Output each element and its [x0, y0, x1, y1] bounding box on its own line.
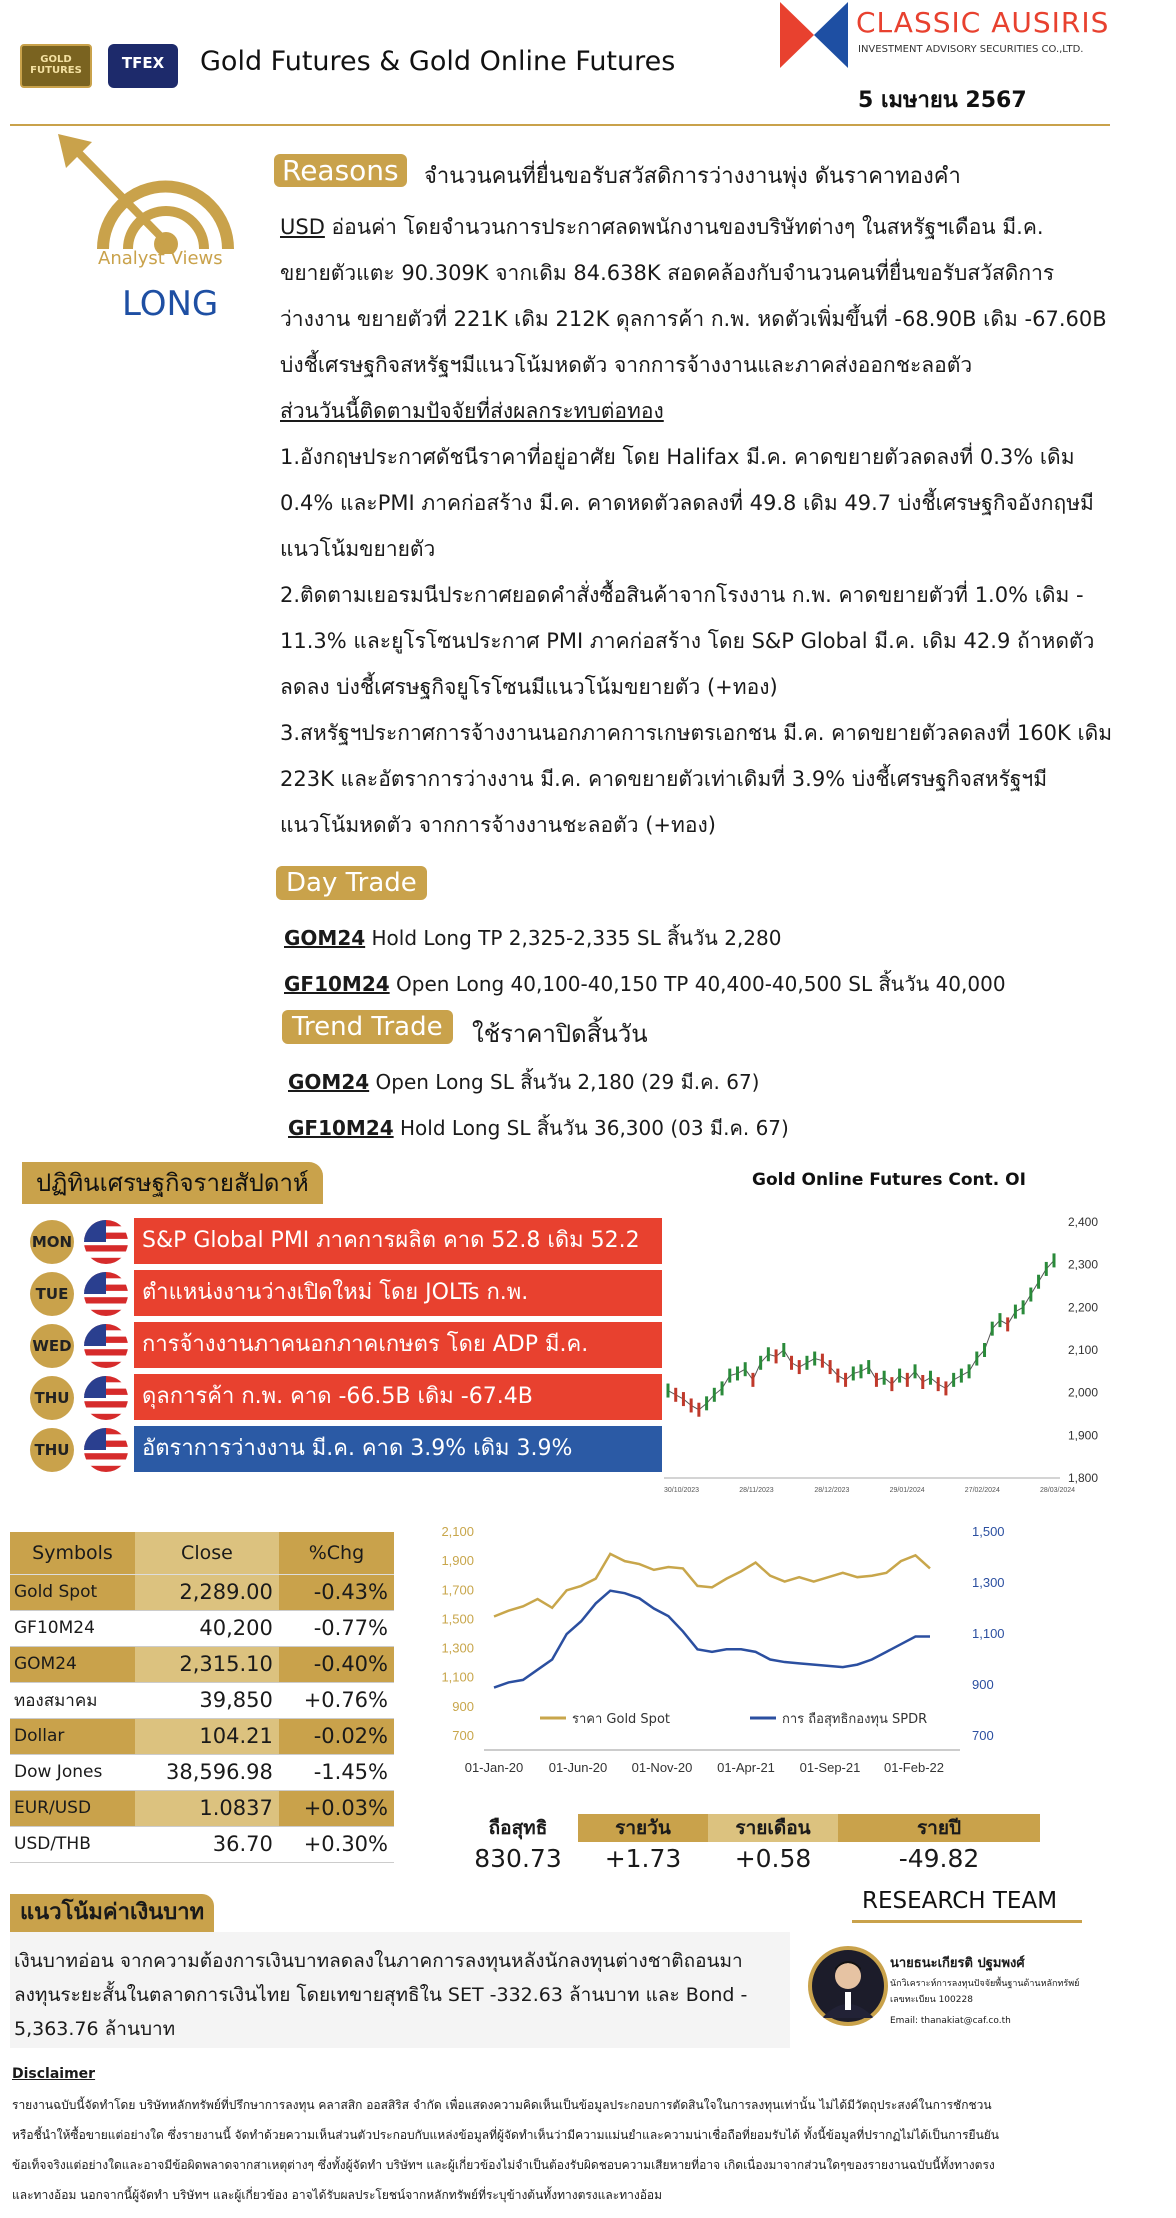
holdings-values	[458, 1844, 1040, 1880]
quote-symbol: Gold Spot	[10, 1574, 135, 1610]
quote-close: 39,850	[135, 1682, 279, 1718]
quote-change: +0.76%	[279, 1682, 394, 1718]
quote-row	[10, 1610, 394, 1646]
calendar-day-badge: WED	[30, 1324, 74, 1368]
oi-candle	[744, 1362, 747, 1376]
reasons-line-14: แนวโน้มหดตัว จากการจ้างงานชะลอตัว (+ทอง)	[280, 813, 716, 837]
oi-candle	[782, 1343, 785, 1357]
usd-label: USD	[280, 215, 325, 239]
analyst-role: นักวิเคราะห์การลงทุนปัจจัยพื้นฐานด้านหลักทรัพย์	[890, 1979, 1080, 1989]
brand-name: CLASSIC AUSIRIS	[856, 6, 1110, 39]
disclaimer-title: Disclaimer	[12, 2066, 96, 2082]
oi-candle	[821, 1354, 824, 1368]
quote-row	[10, 1646, 394, 1682]
quote-change: -0.43%	[279, 1574, 394, 1610]
calendar-event: การจ้างงานภาคนอกภาคเกษตร โดย ADP มี.ค.	[134, 1322, 662, 1368]
page-title: Gold Futures & Gold Online Futures	[200, 46, 676, 77]
oi-candle	[991, 1322, 994, 1336]
oi-candle	[790, 1356, 793, 1370]
oi-x-tick: 28/03/2024	[1040, 1487, 1076, 1494]
quote-close: 2,315.10	[135, 1646, 279, 1682]
brand-subtitle: INVESTMENT ADVISORY SECURITIES CO.,LTD.	[858, 44, 1084, 55]
oi-x-tick: 30/10/2023	[664, 1487, 700, 1494]
spdr-x-tick: 01-Nov-20	[631, 1760, 693, 1775]
reasons-line-3: ว่างงาน ขยายตัวที่ 221K เดิม 212K ดุลการค้า ก.พ. หดตัวเพิ่มขึ้นที่ -68.90B เดิม -67.60B	[280, 307, 1107, 331]
analyst-name: นายธนะเกียรติ ปฐมพงศ์	[890, 1956, 1025, 1971]
oi-candle	[914, 1364, 917, 1378]
quote-symbol: Dollar	[10, 1718, 135, 1754]
baht-line-3: 5,363.76 ล้านบาท	[14, 2018, 176, 2040]
trend-trade-item-2	[288, 1112, 789, 1144]
day-trade-text: Open Long 40,100-40,150 TP 40,400-40,500 SL สิ้นวัน 40,000	[389, 972, 1006, 996]
reasons-line-11: ลดลง บ่งชี้เศรษฐกิจยูโรโซนมีแนวโน้มขยายตัว (+ทอง)	[280, 675, 778, 699]
trend-trade-symbol: GF10M24	[288, 1116, 394, 1140]
day-trade-text: Hold Long TP 2,325-2,335 SL สิ้นวัน 2,280	[365, 926, 782, 950]
oi-candle	[798, 1360, 801, 1374]
trend-trade-text: Hold Long SL สิ้นวัน 36,300 (03 มี.ค. 67)	[393, 1116, 789, 1140]
quote-row	[10, 1574, 394, 1610]
oi-candle	[883, 1371, 886, 1385]
oi-candle	[767, 1347, 770, 1361]
spdr-left-tick: 2,100	[441, 1524, 474, 1539]
disclaimer-line-1: รายงานฉบับนี้จัดทำโดย บริษัทหลักทรัพย์ที่ปรึกษาการลงทุน คลาสสิก ออสสิริส จำกัด เพื่อแสดงความคิดเห็นเป็นข้อมูลประกอบการตัดสินใจในการลงทุนเท่านั้น ไม่ได้มีวัตถุประสงค์ในการชักชวน	[12, 2098, 992, 2112]
oi-candle	[1022, 1300, 1025, 1314]
report-date: 5 เมษายน 2567	[858, 88, 1027, 113]
analyst-email: Email: thanakiat@caf.co.th	[890, 2016, 1011, 2026]
trend-trade-tab: Trend Trade	[282, 1010, 453, 1044]
oi-candle	[713, 1388, 716, 1402]
oi-candle	[1053, 1253, 1056, 1267]
quote-symbol: Dow Jones	[10, 1754, 135, 1790]
quote-row	[10, 1754, 394, 1790]
oi-candle	[1037, 1275, 1040, 1289]
oi-candle	[1029, 1288, 1032, 1302]
spdr-left-tick: 1,100	[441, 1669, 474, 1685]
trend-trade-item-1	[288, 1066, 760, 1098]
oi-candle	[1006, 1317, 1009, 1331]
spdr-x-tick: 01-Apr-21	[717, 1760, 775, 1775]
baht-line-1: เงินบาทอ่อน จากความต้องการเงินบาทลดลงในภาคการลงทุนหลังนักลงทุนต่างชาติถอนมา	[14, 1950, 743, 1972]
oi-candle	[867, 1360, 870, 1374]
oi-candle	[1014, 1305, 1017, 1319]
quote-change: -0.77%	[279, 1610, 394, 1646]
us-flag-icon	[84, 1220, 128, 1264]
holdings-header: รายปี	[916, 1817, 962, 1839]
calendar-day-badge: MON	[30, 1220, 74, 1264]
holdings-value: +1.73	[604, 1844, 682, 1873]
spdr-x-tick: 01-Feb-22	[884, 1760, 944, 1775]
calendar-day-badge: THU	[30, 1376, 74, 1420]
day-trade-symbol: GOM24	[284, 926, 366, 950]
analyst-license: เลขทะเบียน 100228	[890, 1995, 973, 2005]
research-underline	[852, 1920, 1082, 1923]
holdings-header: ถือสุทธิ	[458, 1814, 578, 1842]
reasons-line-5: ส่วนวันนี้ติดตามปัจจัยที่ส่งผลกระทบต่อทอง	[280, 399, 664, 423]
spdr-left-tick: 700	[452, 1728, 474, 1743]
quote-change: +0.03%	[279, 1790, 394, 1826]
spdr-left-tick: 1,500	[441, 1611, 474, 1627]
oi-candle	[697, 1403, 700, 1417]
day-trade-item-2	[284, 968, 1006, 1000]
quotes-header-row	[10, 1532, 394, 1574]
calendar-event: ดุลการค้า ก.พ. คาด -66.5B เดิม -67.4B	[134, 1374, 662, 1420]
oi-candle	[975, 1352, 978, 1366]
quote-close: 104.21	[135, 1718, 279, 1754]
spdr-legend-label: การ ถือสุทธิกองทุน SPDR	[782, 1712, 928, 1727]
quote-symbol: GOM24	[10, 1646, 135, 1682]
reasons-headline: จำนวนคนที่ยื่นขอรับสวัสดิการว่างงานพุ่ง ดันราคาทองคำ	[424, 164, 961, 189]
oi-candle	[960, 1369, 963, 1383]
oi-candle	[968, 1364, 971, 1378]
gold-futures-logo: GOLD FUTURES	[20, 44, 92, 88]
baht-tab: แนวโน้มค่าเงินบาท	[10, 1894, 214, 1932]
reasons-line-12: 3.สหรัฐฯประกาศการจ้างงานนอกภาคการเกษตรเอกชน มี.ค. คาดขยายตัวลดลงที่ 160K เดิม	[280, 721, 1113, 745]
oi-candle	[759, 1356, 762, 1370]
us-flag-icon	[84, 1324, 128, 1368]
reasons-tab: Reasons	[274, 154, 407, 187]
header-divider	[10, 124, 1110, 126]
oi-candle	[998, 1313, 1001, 1327]
oi-candle	[937, 1377, 940, 1391]
oi-y-tick: 2,000	[1068, 1385, 1099, 1400]
quote-change: -0.02%	[279, 1718, 394, 1754]
reasons-line-7: 0.4% และPMI ภาคก่อสร้าง มี.ค. คาดหดตัวลดลงที่ 49.8 เดิม 49.7 บ่งชี้เศรษฐกิจอังกฤษมี	[280, 491, 1094, 515]
spdr-left-tick: 1,700	[441, 1582, 474, 1598]
holdings-value: -49.82	[898, 1844, 980, 1873]
calendar-day-badge: THU	[30, 1428, 74, 1472]
oi-x-tick: 27/02/2024	[964, 1487, 1000, 1494]
oi-x-tick: 29/01/2024	[889, 1487, 925, 1494]
quote-change: -1.45%	[279, 1754, 394, 1790]
spdr-series-line	[494, 1591, 930, 1688]
target-arrow-icon	[58, 134, 243, 254]
reasons-line-1: อ่อนค่า โดยจำนวนการประกาศลดพนักงานของบริษัทต่างๆ ในสหรัฐฯเดือน มี.ค.	[324, 215, 1044, 239]
quote-symbol: USD/THB	[10, 1826, 135, 1862]
oi-candle	[705, 1396, 708, 1410]
oi-candle	[751, 1373, 754, 1387]
oi-candle	[921, 1375, 924, 1389]
spdr-right-tick: 1,100	[972, 1626, 1005, 1641]
spdr-left-tick: 1,300	[441, 1640, 474, 1656]
calendar-title: ปฏิทินเศรษฐกิจรายสัปดาห์	[22, 1162, 323, 1204]
reasons-line-6: 1.อังกฤษประกาศดัชนีราคาที่อยู่อาศัย โดย Halifax มี.ค. คาดขยายตัวลดลงที่ 0.3% เดิม	[280, 445, 1075, 469]
oi-candle	[983, 1343, 986, 1357]
spdr-left-tick: 900	[452, 1698, 474, 1714]
us-flag-icon	[84, 1428, 128, 1472]
reasons-line-9: 2.ติดตามเยอรมนีประกาศยอดคำสั่งซื้อสินค้าจากโรงงาน ก.พ. คาดขยายตัวที่ 1.0% เดิม -	[280, 583, 1084, 607]
calendar-day-badge: TUE	[30, 1272, 74, 1316]
oi-candle	[1045, 1262, 1048, 1276]
reasons-line-2: ขยายตัวแตะ 90.309K จากเดิม 84.638K สอดคล้องกับจำนวนคนที่ยื่นขอรับสวัสดิการ	[280, 261, 1055, 285]
tfex-logo: TFEX	[108, 44, 178, 88]
quote-close: 36.70	[135, 1826, 279, 1862]
spdr-x-tick: 01-Jan-20	[464, 1760, 524, 1775]
reasons-line-10: 11.3% และยูโรโซนประกาศ PMI ภาคก่อสร้าง โดย S&P Global มี.ค. เดิม 42.9 ถ้าหดตัว	[280, 629, 1095, 653]
oi-candle	[944, 1381, 947, 1395]
oi-candle	[805, 1356, 808, 1370]
oi-candle	[721, 1381, 724, 1395]
quotes-header-chg: %Chg	[279, 1532, 394, 1574]
quote-change: -0.40%	[279, 1646, 394, 1682]
oi-candle	[952, 1373, 955, 1387]
oi-y-tick: 2,400	[1068, 1215, 1099, 1229]
spdr-right-tick: 1,300	[972, 1575, 1005, 1590]
quote-close: 2,289.00	[135, 1574, 279, 1610]
oi-candle	[736, 1366, 739, 1380]
baht-line-2: ลงทุนระยะสั้นในตลาดการเงินไทย โดยเทขายสุทธิใน SET -332.63 ล้านบาท และ Bond -	[14, 1984, 748, 2006]
oi-candle	[929, 1371, 932, 1385]
oi-candle	[890, 1377, 893, 1391]
us-flag-icon	[84, 1272, 128, 1316]
reasons-line	[280, 204, 1160, 250]
oi-y-tick: 2,300	[1068, 1257, 1099, 1272]
spdr-right-tick: 900	[972, 1677, 994, 1692]
analyst-avatar	[808, 1946, 888, 2026]
quote-close: 40,200	[135, 1610, 279, 1646]
quote-row	[10, 1790, 394, 1826]
gold-spdr-chart	[420, 1522, 1020, 1822]
oi-y-tick: 1,900	[1068, 1428, 1099, 1443]
classic-ausiris-logo-icon	[780, 2, 848, 68]
disclaimer-line-4: และทางอ้อม นอกจากนี้ผู้จัดทำ บริษัทฯ และผู้เกี่ยวข้อง อาจได้รับผลประโยชน์จากหลักทรัพย์ที่ระบุข้างต้นทั้งทางตรงและทางอ้อม	[12, 2188, 663, 2202]
quote-symbol: ทองสมาคม	[10, 1682, 135, 1718]
reasons-line-4: บ่งชี้เศรษฐกิจสหรัฐฯมีแนวโน้มหดตัว จากการจ้างงานและภาคส่งออกชะลอตัว	[280, 353, 973, 377]
calendar-event: S&P Global PMI ภาคการผลิต คาด 52.8 เดิม 52.2	[134, 1218, 662, 1264]
holdings-header: รายวัน	[615, 1817, 671, 1839]
quote-row	[10, 1718, 394, 1754]
quotes-header-symbols: Symbols	[10, 1532, 135, 1574]
oi-candle	[875, 1373, 878, 1387]
quotes-header-close: Close	[135, 1532, 279, 1574]
day-trade-tab: Day Trade	[276, 866, 427, 900]
quote-row	[10, 1682, 394, 1718]
spdr-x-tick: 01-Jun-20	[548, 1760, 608, 1775]
oi-y-tick: 2,200	[1068, 1300, 1099, 1315]
oi-candle	[690, 1398, 693, 1412]
calendar-event: อัตราการว่างงาน มี.ค. คาด 3.9% เดิม 3.9%	[134, 1426, 662, 1472]
disclaimer-line-3: ข้อเท็จจริงแต่อย่างใดและอาจมีข้อผิดพลาดจากสาเหตุต่างๆ ซึ่งทั้งผู้จัดทำ บริษัทฯ และผู้เกี่ยวข้องไม่จำเป็นต้องรับผิดชอบความเสียหายที่อาจ เกิดเนื่องมาจากส่วนใดๆของรายงานฉบับนี้ทั้งทางตรง	[12, 2158, 995, 2172]
research-team-title: RESEARCH TEAM	[862, 1888, 1058, 1914]
trend-trade-text: Open Long SL สิ้นวัน 2,180 (29 มี.ค. 67)	[369, 1070, 760, 1094]
oi-y-tick: 2,100	[1068, 1343, 1099, 1357]
quote-row	[10, 1826, 394, 1862]
oi-candle	[667, 1384, 670, 1398]
us-flag-icon	[84, 1376, 128, 1420]
trend-trade-note: ใช้ราคาปิดสิ้นวัน	[472, 1020, 648, 1048]
oi-chart-title: Gold Online Futures Cont. OI	[752, 1170, 1026, 1190]
analyst-view-value: LONG	[122, 284, 219, 324]
quote-close: 38,596.98	[135, 1754, 279, 1790]
oi-x-tick: 28/11/2023	[739, 1487, 774, 1494]
analyst-views-label: Analyst Views	[98, 248, 223, 269]
oi-candle	[728, 1369, 731, 1383]
oi-candle	[674, 1388, 677, 1402]
reasons-line-13: 223K และอัตราการว่างงาน มี.ค. คาดขยายตัวเท่าเดิมที่ 3.9% บ่งชี้เศรษฐกิจสหรัฐฯมี	[280, 767, 1048, 791]
oi-candle	[836, 1369, 839, 1383]
spdr-left-tick: 1,900	[441, 1553, 474, 1569]
oi-candle	[829, 1360, 832, 1374]
spdr-right-tick: 700	[972, 1728, 994, 1743]
oi-candle	[860, 1364, 863, 1378]
oi-candle	[906, 1373, 909, 1387]
disclaimer-line-2: หรือชี้นำให้ซื้อขายแต่อย่างใด ซึ่งรายงานนี้ จัดทำด้วยความเห็นส่วนตัวประกอบกับแหล่งข้อมูลที่ผู้จัดทำเห็นว่ามีความแม่นยำและความน่าเชื่อถือที่ยอมรับได้ ทั้งนี้ข้อมูลที่ปรากฏไม่ได้เป็นการยืนยัน	[12, 2128, 999, 2142]
calendar-event: ตำแหน่งงานว่างเปิดใหม่ โดย JOLTs ก.พ.	[134, 1270, 662, 1316]
spdr-right-tick: 1,500	[972, 1524, 1005, 1539]
spdr-series-line	[494, 1554, 930, 1617]
holdings-value: +0.58	[734, 1844, 812, 1873]
holdings-header: รายเดือน	[708, 1814, 838, 1842]
reasons-body	[280, 204, 1160, 848]
quote-symbol: GF10M24	[10, 1610, 135, 1646]
quote-change: +0.30%	[279, 1826, 394, 1862]
quote-close: 1.0837	[135, 1790, 279, 1826]
reasons-line-8: แนวโน้มขยายตัว	[280, 537, 436, 561]
day-trade-item-1	[284, 922, 781, 954]
oi-candle	[844, 1373, 847, 1387]
quote-symbol: EUR/USD	[10, 1790, 135, 1826]
holdings-value: 830.73	[474, 1844, 562, 1873]
spdr-x-tick: 01-Sep-21	[799, 1760, 861, 1775]
oi-chart	[660, 1210, 1110, 1500]
quotes-table	[10, 1532, 394, 1863]
oi-series-line	[668, 1260, 1054, 1409]
spdr-legend-label: ราคา Gold Spot	[572, 1712, 670, 1727]
holdings-bar	[458, 1814, 1040, 1842]
day-trade-symbol: GF10M24	[284, 972, 390, 996]
oi-candle	[682, 1392, 685, 1406]
oi-candle	[898, 1369, 901, 1383]
oi-candle	[775, 1349, 778, 1363]
oi-candle	[852, 1366, 855, 1380]
oi-y-tick: 1,800	[1068, 1471, 1099, 1485]
trend-trade-symbol: GOM24	[288, 1070, 370, 1094]
oi-candle	[813, 1352, 816, 1366]
oi-x-tick: 28/12/2023	[814, 1487, 850, 1494]
